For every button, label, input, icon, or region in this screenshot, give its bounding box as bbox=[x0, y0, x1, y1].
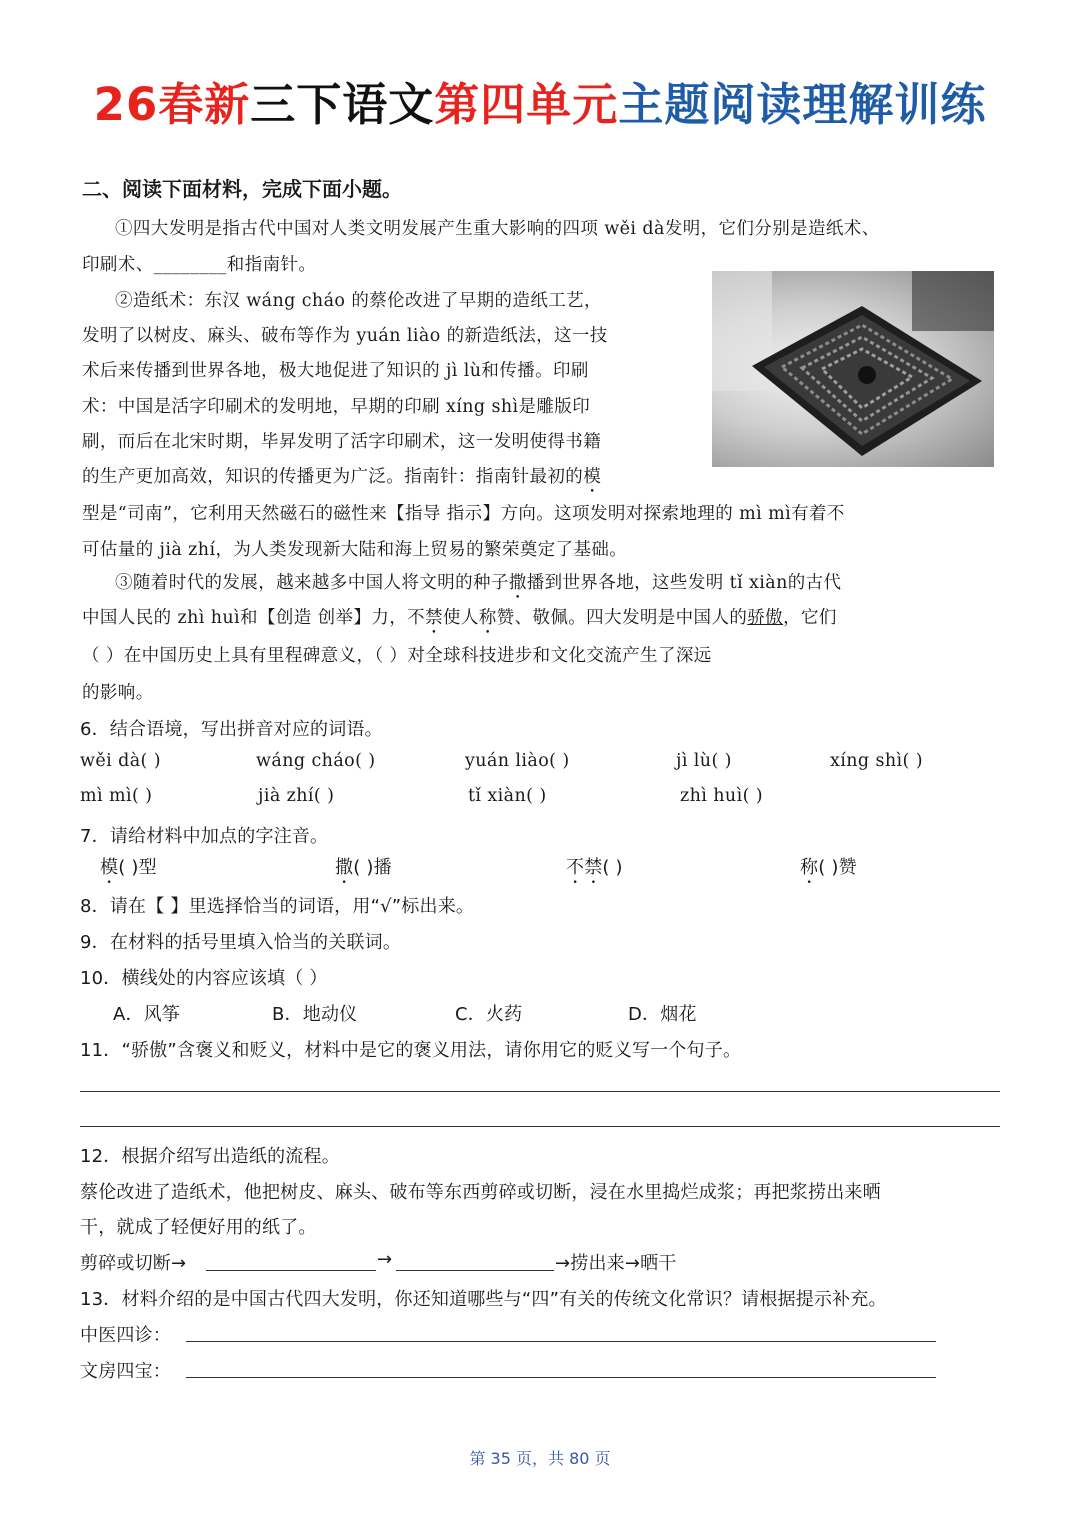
passage-p1-line2: 印刷术、________和指南针。 bbox=[82, 255, 317, 275]
movable-type-printing-photo bbox=[712, 271, 994, 467]
q13-label-sibao: 文房四宝： bbox=[80, 1361, 171, 1382]
q11-answer-line-1[interactable] bbox=[80, 1091, 1000, 1092]
passage-p3-line2 bbox=[82, 604, 837, 638]
passage-p2-line4: 术：中国是活字印刷术的发明地，早期的印刷 xíng shì是雕版印 bbox=[82, 397, 591, 417]
q7-blank: ( )赞 bbox=[818, 857, 857, 878]
passage-p2-line6-text: 的生产更加高效，知识的传播更为广泛。指南针：指南针最初的 bbox=[82, 467, 584, 487]
question-9: 9．在材料的括号里填入恰当的关联词。 bbox=[80, 932, 402, 953]
passage-p2-line8: 可估量的 jià zhí，为人类发现新大陆和海上贸易的繁荣奠定了基础。 bbox=[82, 540, 628, 560]
q12-text-line2: 干，就成了轻便好用的纸了。 bbox=[80, 1217, 317, 1238]
q10-option-d[interactable]: D．烟花 bbox=[628, 1004, 697, 1025]
q7-char: 称 bbox=[800, 857, 819, 878]
question-8: 8．请在【 】里选择恰当的词语，用“√”标出来。 bbox=[80, 896, 475, 917]
q6-pinyin-xingshi: xíng shì( ) bbox=[830, 751, 923, 771]
q6-pinyin-yuanliao: yuán liào( ) bbox=[465, 751, 570, 771]
q6-pinyin-zhihui: zhì huì( ) bbox=[680, 786, 764, 806]
passage-p3-line1-c: 播到世界各地，这些发明 tǐ xiàn的古代 bbox=[526, 573, 842, 593]
q6-pinyin-weida: wěi dà( ) bbox=[80, 751, 161, 771]
q10-option-a[interactable]: A．风筝 bbox=[113, 1004, 181, 1025]
question-11: 11．“骄傲”含褒义和贬义，材料中是它的褒义用法，请你用它的贬义写一个句子。 bbox=[80, 1040, 742, 1061]
q11-answer-line-2[interactable] bbox=[80, 1126, 1000, 1127]
passage-p3-line2-e: 赞、敬佩。四大发明是中国人的 bbox=[496, 608, 748, 628]
dotted-char-cheng: 称 bbox=[478, 608, 497, 628]
passage-p3-line2-c: 使人 bbox=[442, 608, 479, 628]
q13-answer-line-sizhen[interactable] bbox=[186, 1341, 936, 1342]
passage-p2-line7-text: 型是“司南”，它利用天然磁石的磁性来【指导 指示】方向。这项发明对探索地理的 bbox=[82, 504, 734, 524]
question-7: 7．请给材料中加点的字注音。 bbox=[80, 826, 329, 847]
title-part-3: 第四单元 bbox=[434, 78, 619, 131]
question-6: 6．结合语境，写出拼音对应的词语。 bbox=[80, 719, 383, 740]
q12-flow-start: 剪碎或切断→ bbox=[80, 1253, 187, 1274]
question-10: 10．横线处的内容应该填（ ） bbox=[80, 968, 328, 989]
passage-p2-line6 bbox=[82, 463, 601, 497]
q7-char: 不禁 bbox=[566, 857, 603, 878]
section-heading: 二、阅读下面材料，完成下面小题。 bbox=[82, 177, 402, 201]
q12-blank-1[interactable] bbox=[206, 1270, 376, 1271]
q6-pinyin-wangchao: wáng cháo( ) bbox=[256, 751, 376, 771]
q12-flow-arrow: → bbox=[377, 1249, 393, 1270]
title-part-2: 三下语文 bbox=[250, 78, 435, 131]
q7-blank: ( ) bbox=[602, 857, 623, 878]
question-13: 13．材料介绍的是中国古代四大发明，你还知道哪些与“四”有关的传统文化常识？请根据提示补充。 bbox=[80, 1289, 887, 1310]
q7-item-mo bbox=[100, 853, 157, 888]
q13-answer-line-sibao[interactable] bbox=[186, 1377, 936, 1378]
passage-p3-line3: （ ）在中国历史上具有里程碑意义，（ ）对全球科技进步和文化交流产生了深远 bbox=[82, 646, 712, 666]
passage-p2-line1: ②造纸术：东汉 wáng cháo 的蔡伦改进了早期的造纸工艺， bbox=[115, 291, 602, 311]
dotted-char-sa: 撒 bbox=[508, 573, 527, 593]
underlined-word-jiaoao: 骄傲 bbox=[747, 608, 784, 628]
movable-type-illustration bbox=[712, 271, 994, 467]
passage-p3-line4: 的影响。 bbox=[82, 683, 154, 703]
title-part-1: 26春新 bbox=[93, 78, 251, 131]
q10-option-b[interactable]: B．地动仪 bbox=[272, 1004, 358, 1025]
q7-blank: ( )播 bbox=[353, 857, 392, 878]
page-number: 第 35 页，共 80 页 bbox=[469, 1449, 611, 1468]
q7-item-cheng bbox=[800, 853, 857, 888]
q6-pinyin-tixian: tǐ xiàn( ) bbox=[468, 786, 547, 806]
passage-p1-line1: ①四大发明是指古代中国对人类文明发展产生重大影响的四项 wěi dà发明，它们分别是造纸术、 bbox=[115, 219, 880, 239]
q6-pinyin-mimi: mì mì( ) bbox=[80, 786, 153, 806]
q7-char: 撒 bbox=[335, 857, 354, 878]
passage-p2-line3: 术后来传播到世界各地，极大地促进了知识的 jì lù和传播。印刷 bbox=[82, 361, 589, 381]
q7-item-sa bbox=[335, 853, 392, 888]
passage-p3-line1-a: ③随着时代的发展，越来越多中国人将文明的种子 bbox=[115, 573, 509, 593]
passage-p2-line7-pinyin: mì mì有着不 bbox=[733, 504, 845, 524]
q7-blank: ( )型 bbox=[118, 857, 157, 878]
passage-p2-line5: 刷，而后在北宋时期，毕昇发明了活字印刷术，这一发明使得书籍 bbox=[82, 432, 602, 452]
question-12: 12．根据介绍写出造纸的流程。 bbox=[80, 1146, 340, 1167]
page-title bbox=[0, 72, 1080, 138]
passage-p3-line1 bbox=[115, 569, 841, 603]
passage-p3-line2-a: 中国人民的 zhì huì和【创造 创举】力，不 bbox=[82, 608, 426, 628]
q7-char: 模 bbox=[100, 857, 119, 878]
q12-blank-2[interactable] bbox=[396, 1270, 554, 1271]
q13-label-sizhen: 中医四诊： bbox=[80, 1325, 171, 1346]
q10-option-c[interactable]: C．火药 bbox=[455, 1004, 523, 1025]
q12-flow-end: →捞出来→晒干 bbox=[555, 1253, 677, 1274]
q7-item-bujin bbox=[566, 853, 623, 888]
dotted-char-jin: 禁 bbox=[425, 608, 443, 628]
passage-p3-line2-g: ，它们 bbox=[783, 608, 837, 628]
q12-text-line1: 蔡伦改进了造纸术，他把树皮、麻头、破布等东西剪碎或切断，浸在水里捣烂成浆；再把浆捞出来晒 bbox=[80, 1182, 881, 1203]
dotted-char-mo: 模 bbox=[583, 467, 602, 487]
q6-pinyin-jilu: jì lù( ) bbox=[676, 751, 732, 771]
passage-p2-line2: 发明了以树皮、麻头、破布等作为 yuán liào 的新造纸法，这一技 bbox=[82, 326, 608, 346]
q6-pinyin-jiazhi: jià zhí( ) bbox=[258, 786, 335, 806]
passage-p2-line7 bbox=[82, 500, 845, 525]
title-part-4: 主题阅读理解训练 bbox=[618, 78, 987, 131]
